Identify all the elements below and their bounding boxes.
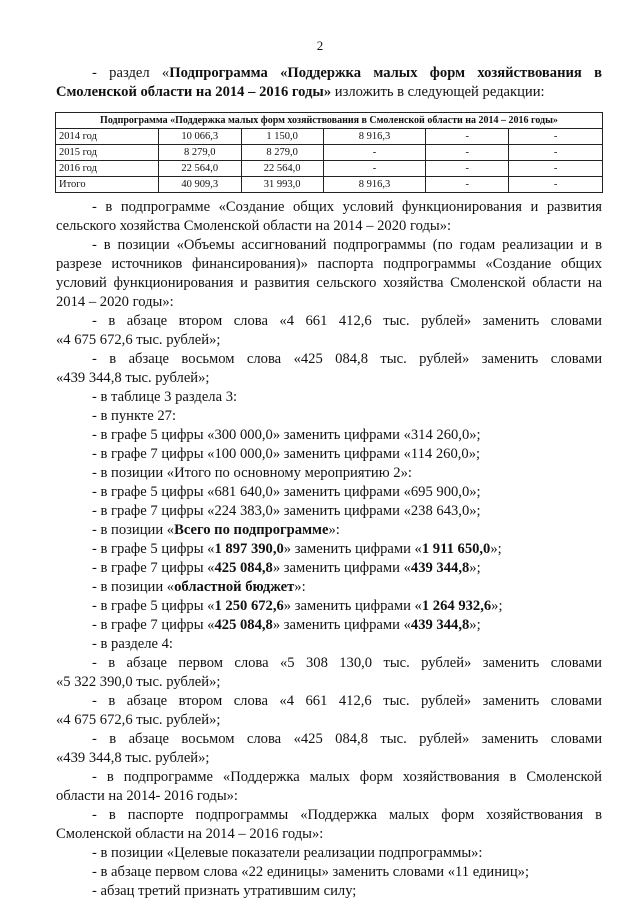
text-line: 2014 – 2020 годы»: bbox=[56, 294, 174, 310]
text-line: - в графе 5 цифры «300 000,0» заменить цифрами «314 260,0»; bbox=[92, 427, 481, 443]
text-line: «439 344,8 тыс. рублей»; bbox=[56, 370, 210, 386]
text-span: »: bbox=[328, 522, 340, 538]
text-line: - в абзаце первом слова «22 единицы» заменить словами «11 единиц»; bbox=[92, 864, 530, 880]
text-line: - в позиции «Целевые показатели реализации подпрограммы»: bbox=[92, 845, 483, 861]
table-header: Подпрограмма «Поддержка малых форм хозяйствования в Смоленской области на 2014 – 2016 годы» bbox=[56, 113, 603, 129]
text-span: - в позиции « bbox=[92, 579, 175, 595]
text-span: »; bbox=[490, 541, 502, 557]
text-line bbox=[92, 578, 602, 596]
table-cell: - bbox=[509, 129, 603, 145]
text-line: - в подпрограмме «Поддержка малых форм хозяйствования в Смоленской bbox=[92, 769, 602, 785]
text-span: »; bbox=[491, 598, 503, 614]
table-cell: - bbox=[509, 161, 603, 177]
text-line: - в абзаце восьмом слова «425 084,8 тыс. рублей» заменить словами bbox=[92, 351, 602, 367]
text-line: области на 2014- 2016 годы»: bbox=[56, 788, 238, 804]
text-span: »; bbox=[469, 617, 481, 633]
table-cell: - bbox=[509, 145, 603, 161]
text-line: - в подпрограмме «Создание общих условий функционирования и развития bbox=[92, 199, 602, 215]
table-cell: - bbox=[426, 177, 509, 193]
text-bold: 439 344,8 bbox=[410, 560, 470, 576]
table-cell: 40 909,3 bbox=[158, 177, 241, 193]
text-line: условий функционирования и развития сельского хозяйства Смоленской области на bbox=[56, 275, 602, 291]
text-bold: 1 250 672,6 bbox=[214, 598, 284, 614]
text-line: - в графе 5 цифры «681 640,0» заменить цифрами «695 900,0»; bbox=[92, 484, 481, 500]
text-line: - в графе 7 цифры «100 000,0» заменить цифрами «114 260,0»; bbox=[92, 446, 481, 462]
text-line bbox=[92, 597, 602, 615]
text-line: - в абзаце втором слова «4 661 412,6 тыс. рублей» заменить словами bbox=[92, 693, 602, 709]
table-cell: 8 916,3 bbox=[323, 177, 426, 193]
page-number: 2 bbox=[316, 38, 324, 53]
text-line: - абзац третий признать утратившим силу; bbox=[92, 883, 357, 899]
text-span: - в графе 5 цифры « bbox=[92, 541, 215, 557]
table-cell: - bbox=[323, 145, 426, 161]
text-line: - в графе 7 цифры «224 383,0» заменить цифрами «238 643,0»; bbox=[92, 503, 481, 519]
text-bold: 425 084,8 bbox=[214, 560, 273, 576]
table-cell: 2014 год bbox=[56, 129, 159, 145]
text-line: - в абзаце первом слова «5 308 130,0 тыс. рублей» заменить словами bbox=[92, 655, 602, 671]
table-cell: 1 150,0 bbox=[241, 129, 323, 145]
text-line: - в пункте 27: bbox=[92, 408, 177, 424]
table-cell: 22 564,0 bbox=[158, 161, 241, 177]
text-span: » заменить цифрами « bbox=[272, 617, 411, 633]
text-line: «5 322 390,0 тыс. рублей»; bbox=[56, 674, 221, 690]
text-line: - в абзаце восьмом слова «425 084,8 тыс. рублей» заменить словами bbox=[92, 731, 602, 747]
text-bold: 1 897 390,0 bbox=[214, 541, 284, 557]
table-row bbox=[56, 161, 603, 177]
text-line bbox=[92, 540, 602, 558]
text-line: - в паспорте подпрограммы «Поддержка малых форм хозяйствования в bbox=[92, 807, 602, 823]
text-line: - в разделе 4: bbox=[92, 636, 173, 652]
text-line bbox=[92, 521, 602, 539]
table-cell: 8 916,3 bbox=[323, 129, 426, 145]
intro-suffix: изложить в следующей редакции: bbox=[331, 84, 545, 100]
text-span: » заменить цифрами « bbox=[283, 598, 422, 614]
text-span: - в графе 7 цифры « bbox=[92, 560, 215, 576]
intro-bold-2: Смоленской области на 2014 – 2016 годы» bbox=[56, 84, 332, 100]
text-span: - в графе 5 цифры « bbox=[92, 598, 215, 614]
table-cell: Итого bbox=[56, 177, 159, 193]
text-span: - в позиции « bbox=[92, 522, 175, 538]
subprogram-table bbox=[55, 112, 603, 193]
text-span: - в графе 7 цифры « bbox=[92, 617, 215, 633]
text-line: разрезе источников финансирования)» паспорта подпрограммы «Создание общих bbox=[56, 256, 602, 272]
table-cell: - bbox=[509, 177, 603, 193]
text-bold: 439 344,8 bbox=[410, 617, 470, 633]
table-cell: - bbox=[426, 145, 509, 161]
text-span: »: bbox=[294, 579, 306, 595]
table-row bbox=[56, 129, 603, 145]
table-row bbox=[56, 177, 603, 193]
text-bold: областной бюджет bbox=[174, 579, 295, 595]
table-cell: 31 993,0 bbox=[241, 177, 323, 193]
text-line: Смоленской области на 2014 – 2016 годы»: bbox=[56, 826, 324, 842]
table-cell: 2016 год bbox=[56, 161, 159, 177]
intro-line-1 bbox=[92, 64, 602, 82]
text-line: - в абзаце втором слова «4 661 412,6 тыс. рублей» заменить словами bbox=[92, 313, 602, 329]
table-cell: 8 279,0 bbox=[158, 145, 241, 161]
table-cell: - bbox=[323, 161, 426, 177]
text-bold: Всего по подпрограмме bbox=[174, 522, 329, 538]
text-line: «4 675 672,6 тыс. рублей»; bbox=[56, 332, 221, 348]
text-bold: 1 264 932,6 bbox=[421, 598, 492, 614]
table-cell: 22 564,0 bbox=[241, 161, 323, 177]
text-bold: 1 911 650,0 bbox=[421, 541, 491, 557]
table-cell: 10 066,3 bbox=[158, 129, 241, 145]
table-row bbox=[56, 145, 603, 161]
text-line: - в позиции «Объемы ассигнований подпрограммы (по годам реализации и в bbox=[92, 237, 602, 253]
text-span: »; bbox=[469, 560, 481, 576]
intro-line-2 bbox=[56, 83, 602, 101]
table-cell: 8 279,0 bbox=[241, 145, 323, 161]
intro-bold-1: Подпрограмма «Поддержка малых форм хозяйствования в bbox=[169, 65, 602, 81]
text-line: «439 344,8 тыс. рублей»; bbox=[56, 750, 210, 766]
text-span: » заменить цифрами « bbox=[272, 560, 411, 576]
table-cell: 2015 год bbox=[56, 145, 159, 161]
text-span: » заменить цифрами « bbox=[283, 541, 422, 557]
table-cell: - bbox=[426, 129, 509, 145]
table-cell: - bbox=[426, 161, 509, 177]
text-line: - в позиции «Итого по основному мероприятию 2»: bbox=[92, 465, 412, 481]
table-header-row bbox=[56, 113, 603, 129]
text-line bbox=[92, 559, 602, 577]
text-line: сельского хозяйства Смоленской области на 2014 – 2020 годы»: bbox=[56, 218, 452, 234]
text-line bbox=[92, 616, 602, 634]
text-line: «4 675 672,6 тыс. рублей»; bbox=[56, 712, 221, 728]
text-bold: 425 084,8 bbox=[214, 617, 273, 633]
intro-prefix: - раздел « bbox=[92, 65, 170, 81]
text-line: - в таблице 3 раздела 3: bbox=[92, 389, 238, 405]
